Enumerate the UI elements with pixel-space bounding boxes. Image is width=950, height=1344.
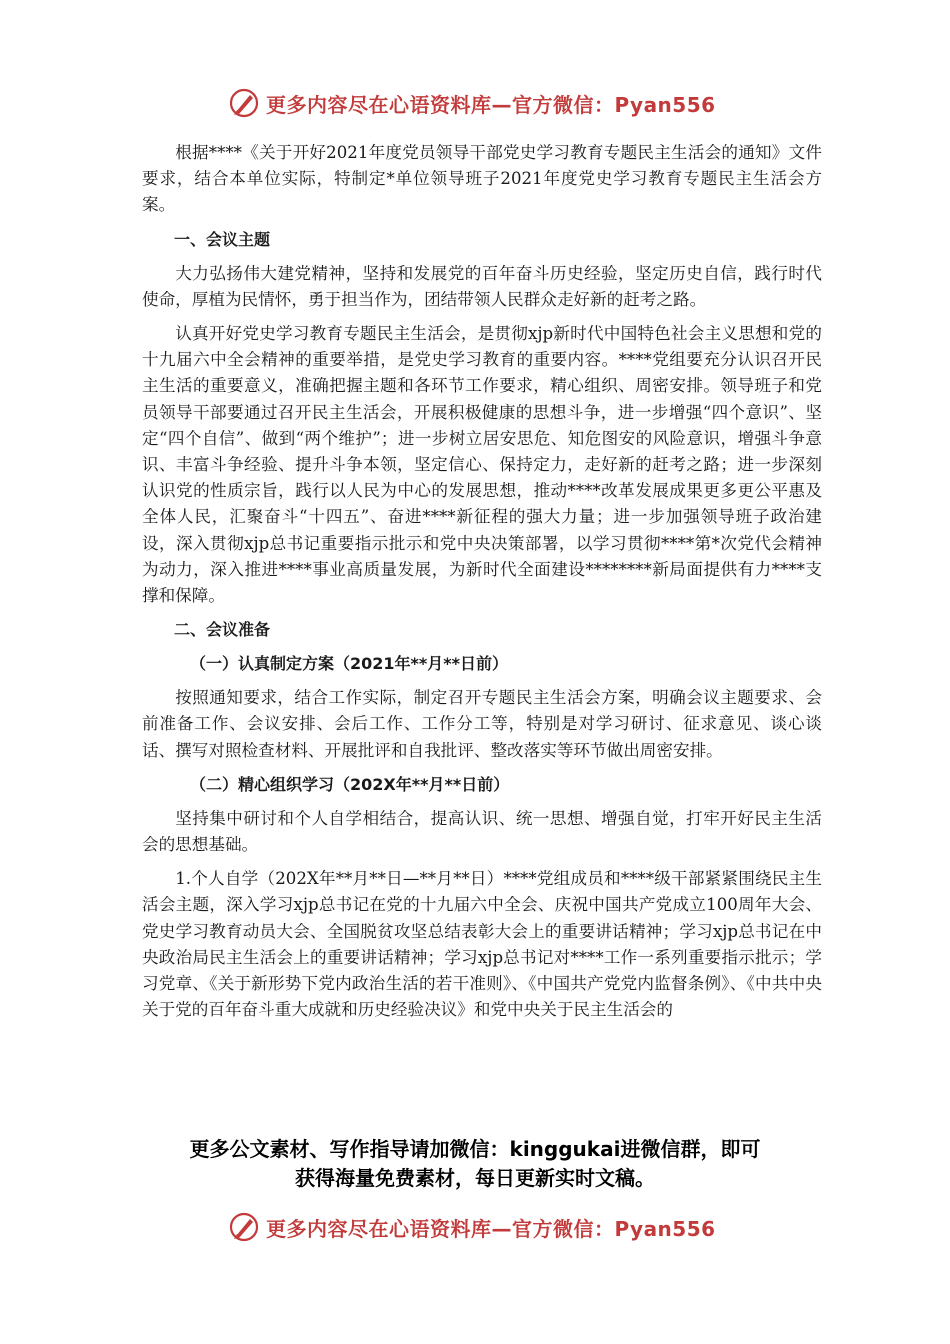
body-paragraph: 根据****《关于开好2021年度党员领导干部党史学习教育专题民主生活会的通知》文件要求，结合本单位实际，特制定*单位领导班子2021年度党史学习教育专题民主生活会方案。 (142, 143, 822, 215)
subsection-heading: （一）认真制定方案（2021年**月**日前） (190, 654, 509, 674)
promo-line-1: 更多公文素材、写作指导请加微信：kinggukai进微信群，即可 (189, 1137, 761, 1161)
document-body (142, 140, 822, 1031)
section-heading: 一、会议主题 (174, 229, 271, 249)
promo-banner (120, 1135, 830, 1193)
section-heading: 二、会议准备 (174, 620, 271, 640)
body-paragraph: 坚持集中研讨和个人自学相结合，提高认识、统一思想、增强自觉，打牢开好民主生活会的思想基础。 (142, 808, 822, 855)
body-paragraph: 按照通知要求，结合工作实际，制定召开专题民主生活会方案，明确会议主题要求、会前准备工作、会议安排、会后工作、工作分工等，特别是对学习研讨、征求意见、谈心谈话、撰写对照检查材料、开展批评和自我批评、整改落实等环节做出周密安排。 (142, 688, 822, 760)
pen-circle-icon (228, 87, 260, 119)
promo-line-2: 获得海量免费素材，每日更新实时文稿。 (295, 1166, 655, 1190)
watermark-text: 更多内容尽在心语资料库—官方微信：Pyan556 (266, 1216, 716, 1241)
body-paragraph: 认真开好党史学习教育专题民主生活会，是贯彻xjp新时代中国特色社会主义思想和党的十九届六中全会精神的重要举措，是党史学习教育的重要内容。****党组要充分认识召开民主生活的重要意义，准确把握主题和各环节工作要求，精心组织、周密安排。领导班子和党员领导干部要通过召开民主生活会，开展积极健康的思想斗争，进一步增强“四个意识”、坚定“四个自信”、做到“两个维护”；进一步树立居安思危、知危图安的风险意识，增强斗争意识、丰富斗争经验、提升斗争本领，坚定信心、保持定力，走好新的赶考之路；进一步深刻认识党的性质宗旨，践行以人民为中心的发展思想，推动****改革发展成果更多更公平惠及全体人民，汇聚奋斗“十四五”、奋进****新征程的强大力量；进一步加强领导班子政治建设，深入贯彻xjp总书记重要指示批示和党中央决策部署，以学习贯彻****第*次党代会精神为动力，深入推进****事业高质量发展，为新时代全面建设********新局面提供有力****支撑和保障。 (142, 324, 822, 606)
subsection-heading: （二）精心组织学习（202X年**月**日前） (190, 774, 510, 794)
watermark-footer (228, 1210, 716, 1244)
body-paragraph: 1.个人自学（202X年**月**日—**月**日）****党组成员和****级干部紧紧围绕民主生活会主题，深入学习xjp总书记在党的十九届六中全会、庆祝中国共产党成立100周年大会、党史学习教育动员大会、全国脱贫攻坚总结表彰大会上的重要讲话精神；学习xjp总书记在中央政治局民主生活会上的重要讲话精神；学习xjp总书记对****工作一系列重要指示批示；学习党章、《关于新形势下党内政治生活的若干准则》、《中国共产党党内监督条例》、《中共中央关于党的百年奋斗重大成就和历史经验决议》和党中央关于民主生活会的 (142, 869, 822, 1020)
pen-circle-icon (228, 1211, 260, 1243)
body-paragraph: 大力弘扬伟大建党精神，坚持和发展党的百年奋斗历史经验，坚定历史自信，践行时代使命，厚植为民情怀，勇于担当作为，团结带领人民群众走好新的赶考之路。 (142, 263, 822, 309)
watermark-text: 更多内容尽在心语资料库—官方微信：Pyan556 (266, 92, 716, 117)
watermark-header (228, 86, 716, 120)
